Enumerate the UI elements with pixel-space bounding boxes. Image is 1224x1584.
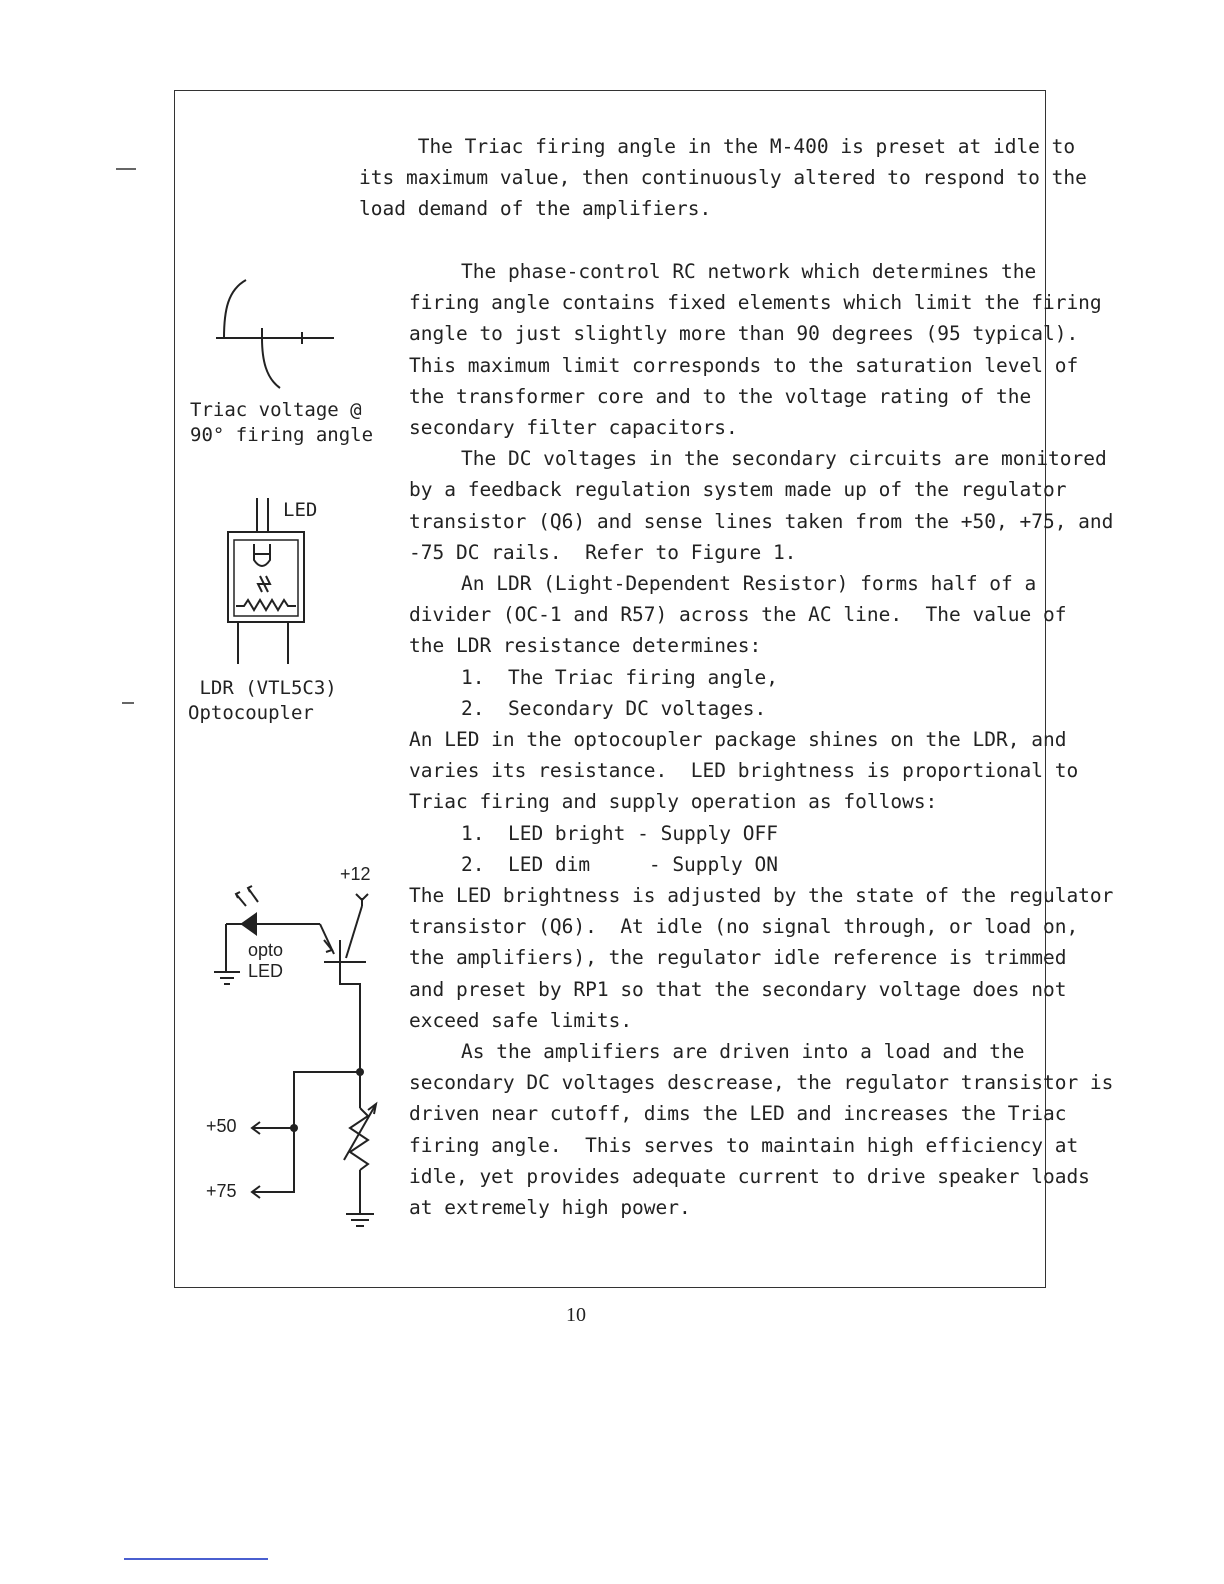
body-line: transistor (Q6). At idle (no signal through, or load on, <box>409 915 1079 939</box>
body-line: at extremely high power. <box>409 1196 691 1220</box>
body-line: firing angle contains fixed elements which limit the firing <box>409 291 1102 315</box>
body-line: the transformer core and to the voltage rating of the <box>409 384 1032 408</box>
body-line: idle, yet provides adequate current to drive speaker loads <box>409 1164 1090 1188</box>
rail-50-label: +50 <box>206 1116 237 1136</box>
intro-line: its maximum value, then continuously altered to respond to the <box>359 166 1087 190</box>
body-line: exceed safe limits. <box>409 1008 633 1032</box>
margin-mark <box>116 168 136 170</box>
body-line: The DC voltages in the secondary circuits are monitored <box>461 447 1107 471</box>
triac-waveform-figure <box>210 270 340 400</box>
footer-rule <box>124 1558 268 1560</box>
body-line: Triac firing and supply operation as follows: <box>409 790 938 814</box>
body-line: 2. LED dim - Supply ON <box>461 852 778 876</box>
body-line: divider (OC-1 and R57) across the AC line. The value of <box>409 603 1067 627</box>
led-light-arrows-icon <box>236 886 258 906</box>
ldr-resistor-zigzag <box>236 600 296 610</box>
body-line: angle to just slightly more than 90 degrees (95 typical). <box>409 322 1079 346</box>
waveform-positive <box>224 280 246 338</box>
body-line: and preset by RP1 so that the secondary voltage does not <box>409 977 1067 1001</box>
body-line: the LDR resistance determines: <box>409 634 762 658</box>
ldr-led-label: LED <box>283 499 318 521</box>
opto-led-label: LED <box>248 961 284 981</box>
body-line: transistor (Q6) and sense lines taken from the +50, +75, and <box>409 509 1114 533</box>
body-line: secondary DC voltages descrease, the regulator transistor is <box>409 1071 1114 1095</box>
variable-resistor <box>350 1108 368 1170</box>
margin-mark <box>122 702 134 704</box>
body-line: 1. LED bright - Supply OFF <box>461 821 778 845</box>
body-line: by a feedback regulation system made up of the regulator <box>409 478 1067 502</box>
body-line: The LED brightness is adjusted by the state of the regulator <box>409 884 1114 908</box>
rail-75-label: +75 <box>206 1181 237 1201</box>
intro-paragraph <box>359 131 1087 225</box>
transistor-collector <box>346 906 362 958</box>
body-line: An LED in the optocoupler package shines on the LDR, and <box>409 728 1067 752</box>
body-line: 2. Secondary DC voltages. <box>461 696 767 720</box>
intro-line: load demand of the amplifiers. <box>359 197 712 221</box>
body-line: driven near cutoff, dims the LED and increases the Triac <box>409 1102 1067 1126</box>
body-line: This maximum limit corresponds to the saturation level of <box>409 353 1079 377</box>
ldr-caption: LDR (VTL5C3) Optocoupler <box>188 677 337 724</box>
body-text <box>409 256 1113 1223</box>
body-line: varies its resistance. LED brightness is proportional to <box>409 759 1079 783</box>
body-line: secondary filter capacitors. <box>409 416 738 440</box>
body-line: 1. The Triac firing angle, <box>461 665 778 689</box>
body-line: The phase-control RC network which determines the <box>461 260 1037 283</box>
page-number: 10 <box>566 1304 586 1326</box>
opto-label: opto <box>248 940 284 960</box>
supply-label: +12 <box>340 864 371 884</box>
body-line: the amplifiers), the regulator idle reference is trimmed <box>409 946 1067 970</box>
triac-caption: Triac voltage @ 90° firing angle <box>190 399 374 446</box>
intro-line: The Triac firing angle in the M-400 is preset at idle to <box>359 135 1076 158</box>
light-rays-icon <box>258 576 270 592</box>
body-line: -75 DC rails. Refer to Figure 1. <box>409 540 797 564</box>
body-line: An LDR (Light-Dependent Resistor) forms half of a <box>461 572 1037 596</box>
body-line: As the amplifiers are driven into a load and the <box>461 1040 1025 1064</box>
body-line: firing angle. This serves to maintain high efficiency at <box>409 1133 1079 1157</box>
led-diode <box>226 914 258 934</box>
